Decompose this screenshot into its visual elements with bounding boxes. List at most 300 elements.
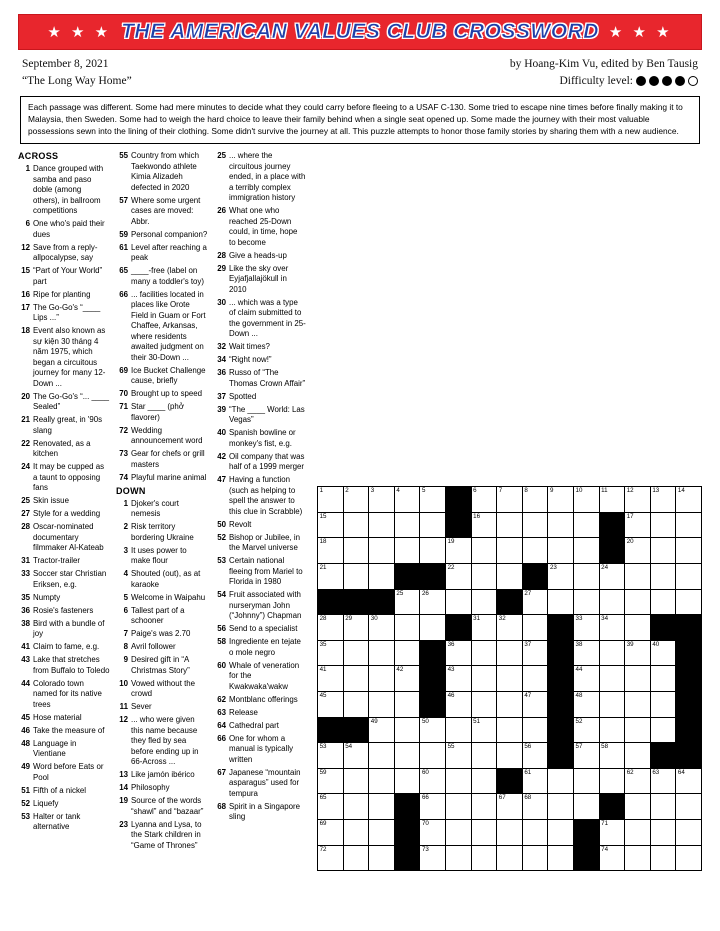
grid-cell[interactable] (318, 563, 344, 589)
grid-cell[interactable] (548, 845, 574, 871)
clue-down-6 (116, 606, 208, 627)
grid-cell[interactable] (599, 743, 625, 769)
across-heading: ACROSS (18, 151, 59, 162)
clue-number: 10 (119, 678, 128, 688)
grid-cell[interactable] (394, 615, 420, 641)
intro-note: Each passage was different. Some had mere minutes to decide what they could carry before fleeing to a USAF C-130. Some tried to escape nine times before finally making it to Malaysia, then Sweden. Some had to weigh the hard choice to leave their family behind when a single seat opened up. Some made the journey with their most valuable possessions sewn into the lining of their clothing. Some didn't survive the journey at all. This puzzle attempts to honor those family stories by sharing them with a new audience. (20, 96, 700, 144)
grid-cell[interactable] (497, 563, 523, 589)
grid-cell-number: 52 (575, 717, 583, 725)
clue-text: Sever (131, 702, 152, 712)
grid-cell-number: 32 (498, 615, 506, 623)
grid-cell[interactable] (625, 589, 651, 615)
grid-cell[interactable] (676, 563, 702, 589)
grid-cell[interactable] (574, 743, 600, 769)
grid-cell-block (394, 794, 420, 820)
clue-text: Shouted (out), as at karaoke (131, 569, 201, 589)
grid-cell[interactable] (599, 589, 625, 615)
grid-cell[interactable] (343, 512, 369, 538)
grid-cell[interactable] (497, 640, 523, 666)
grid-cell[interactable] (446, 538, 472, 564)
grid-cell[interactable] (318, 743, 344, 769)
grid-cell[interactable] (522, 691, 548, 717)
grid-cell[interactable] (318, 819, 344, 845)
grid-cell-block (446, 615, 472, 641)
grid-cell[interactable] (599, 640, 625, 666)
grid-cell[interactable] (548, 819, 574, 845)
grid-cell[interactable] (522, 743, 548, 769)
grid-cell[interactable] (369, 743, 395, 769)
grid-cell[interactable] (676, 589, 702, 615)
grid-cell[interactable] (343, 563, 369, 589)
grid-cell-number: 1 (319, 487, 324, 495)
grid-cell[interactable] (625, 819, 651, 845)
grid-cell[interactable] (446, 691, 472, 717)
grid-cell[interactable] (471, 538, 497, 564)
grid-cell-block (318, 717, 344, 743)
grid-cell[interactable] (522, 845, 548, 871)
crossword-grid-wrapper (317, 486, 702, 871)
grid-cell[interactable] (369, 615, 395, 641)
grid-cell[interactable] (369, 768, 395, 794)
grid-cell-block (394, 819, 420, 845)
grid-cell-number: 13 (652, 487, 660, 495)
clue-across-55 (116, 151, 208, 193)
grid-cell[interactable] (676, 768, 702, 794)
grid-cell[interactable] (574, 615, 600, 641)
grid-cell-block (318, 589, 344, 615)
grid-cell[interactable] (599, 717, 625, 743)
grid-cell[interactable] (599, 615, 625, 641)
grid-cell[interactable] (599, 487, 625, 513)
grid-cell[interactable] (318, 794, 344, 820)
grid-cell[interactable] (650, 768, 676, 794)
grid-cell[interactable] (522, 640, 548, 666)
grid-cell[interactable] (394, 512, 420, 538)
grid-cell[interactable] (471, 512, 497, 538)
grid-cell[interactable] (625, 615, 651, 641)
clue-number: 6 (123, 605, 128, 615)
grid-cell[interactable] (318, 768, 344, 794)
grid-cell-block (420, 563, 446, 589)
grid-cell[interactable] (369, 666, 395, 692)
grid-cell[interactable] (343, 845, 369, 871)
grid-cell[interactable] (343, 743, 369, 769)
grid-cell[interactable] (650, 563, 676, 589)
grid-cell[interactable] (650, 589, 676, 615)
clue-number: 40 (217, 428, 226, 438)
grid-row (318, 691, 702, 717)
grid-cell[interactable] (625, 563, 651, 589)
grid-cell[interactable] (522, 589, 548, 615)
grid-cell-block (676, 666, 702, 692)
clue-text: Bishop or Jubilee, in the Marvel universe (229, 532, 301, 553)
grid-cell[interactable] (522, 512, 548, 538)
grid-cell[interactable] (369, 717, 395, 743)
grid-cell[interactable] (343, 819, 369, 845)
clue-down-34 (214, 355, 306, 366)
puzzle-sheet (18, 14, 702, 914)
grid-cell[interactable] (369, 487, 395, 513)
grid-cell[interactable] (318, 691, 344, 717)
grid-cell-number: 2 (345, 487, 349, 495)
grid-cell[interactable] (471, 743, 497, 769)
grid-cell[interactable] (471, 691, 497, 717)
clue-text: Having a function (such as helping to spell the answer to this clue in Scrabble) (229, 475, 303, 516)
grid-cell-number: 25 (396, 589, 404, 597)
clue-across-24 (18, 462, 110, 494)
clue-across-27 (18, 509, 110, 520)
grid-cell[interactable] (497, 819, 523, 845)
grid-cell[interactable] (471, 666, 497, 692)
grid-cell[interactable] (650, 691, 676, 717)
grid-cell[interactable] (676, 819, 702, 845)
grid-cell[interactable] (446, 640, 472, 666)
clue-across-17 (18, 303, 110, 324)
grid-cell-number: 22 (447, 563, 455, 571)
clue-text: Certain national fleeing from Mariel to Florida in 1980 (229, 556, 303, 587)
clue-text: Risk territory bordering Ukraine (131, 522, 194, 542)
grid-cell[interactable] (522, 819, 548, 845)
grid-cell[interactable] (394, 717, 420, 743)
grid-cell[interactable] (522, 487, 548, 513)
clue-text: Fruit associated with nurseryman John (“Johnny”) Chapman (229, 590, 302, 621)
clue-text: Colorado town named for its native trees (33, 678, 102, 709)
clue-number: 68 (217, 801, 226, 811)
grid-cell[interactable] (599, 666, 625, 692)
grid-cell[interactable] (471, 563, 497, 589)
grid-cell-number: 69 (319, 819, 327, 827)
grid-cell[interactable] (522, 538, 548, 564)
grid-cell[interactable] (394, 640, 420, 666)
grid-cell[interactable] (318, 845, 344, 871)
grid-cell[interactable] (471, 589, 497, 615)
grid-cell[interactable] (446, 563, 472, 589)
grid-cell[interactable] (394, 768, 420, 794)
grid-cell[interactable] (522, 717, 548, 743)
grid-cell[interactable] (625, 640, 651, 666)
clue-text: Where some urgent cases are moved: Abbr. (131, 195, 201, 226)
grid-cell[interactable] (471, 845, 497, 871)
grid-cell[interactable] (676, 538, 702, 564)
grid-cell[interactable] (625, 768, 651, 794)
grid-cell[interactable] (574, 589, 600, 615)
clue-column-2 (116, 151, 214, 854)
grid-cell[interactable] (650, 512, 676, 538)
grid-cell[interactable] (369, 845, 395, 871)
grid-cell[interactable] (318, 487, 344, 513)
grid-cell[interactable] (446, 589, 472, 615)
clue-down-26 (214, 206, 306, 248)
clue-number: 8 (123, 642, 128, 652)
grid-cell[interactable] (394, 666, 420, 692)
grid-cell[interactable] (574, 487, 600, 513)
grid-cell[interactable] (522, 666, 548, 692)
grid-cell[interactable] (343, 538, 369, 564)
grid-cell[interactable] (394, 589, 420, 615)
grid-cell[interactable] (625, 691, 651, 717)
clue-across-43 (18, 655, 110, 676)
clue-down-67 (214, 768, 306, 800)
grid-cell[interactable] (394, 691, 420, 717)
grid-cell-number: 17 (626, 512, 634, 520)
grid-cell[interactable] (599, 845, 625, 871)
grid-cell[interactable] (369, 563, 395, 589)
grid-cell[interactable] (650, 640, 676, 666)
clue-number: 60 (217, 660, 226, 670)
grid-cell[interactable] (497, 666, 523, 692)
grid-cell[interactable] (650, 538, 676, 564)
grid-cell[interactable] (318, 615, 344, 641)
grid-cell[interactable] (522, 768, 548, 794)
grid-cell[interactable] (471, 487, 497, 513)
clue-text: Oscar-nominated documentary filmmaker Al-Kateab (33, 522, 104, 553)
grid-cell[interactable] (471, 717, 497, 743)
grid-cell-block (394, 563, 420, 589)
grid-cell[interactable] (420, 743, 446, 769)
grid-cell[interactable] (369, 819, 395, 845)
grid-cell[interactable] (625, 743, 651, 769)
clue-text: Halter or tank alternative (33, 811, 81, 832)
grid-cell[interactable] (497, 512, 523, 538)
grid-cell-block (548, 691, 574, 717)
grid-cell-number: 54 (345, 743, 353, 751)
grid-cell[interactable] (420, 717, 446, 743)
grid-cell[interactable] (343, 615, 369, 641)
grid-cell[interactable] (420, 819, 446, 845)
clue-across-28 (18, 522, 110, 554)
crossword-grid[interactable] (317, 486, 702, 871)
grid-cell-block (548, 717, 574, 743)
clue-across-36 (18, 606, 110, 617)
grid-cell[interactable] (548, 487, 574, 513)
grid-cell[interactable] (369, 640, 395, 666)
grid-cell[interactable] (522, 794, 548, 820)
grid-cell[interactable] (676, 512, 702, 538)
grid-cell-number: 59 (319, 768, 327, 776)
grid-cell[interactable] (471, 794, 497, 820)
grid-cell[interactable] (574, 512, 600, 538)
grid-cell[interactable] (394, 743, 420, 769)
grid-cell-block (420, 691, 446, 717)
clue-number: 74 (119, 472, 128, 482)
clue-number: 52 (21, 798, 30, 808)
clue-number: 50 (217, 519, 226, 529)
grid-cell[interactable] (625, 487, 651, 513)
grid-cell[interactable] (522, 615, 548, 641)
clue-text: Level after reaching a peak (131, 242, 207, 263)
grid-cell[interactable] (318, 666, 344, 692)
clue-number: 63 (217, 707, 226, 717)
grid-cell-number: 15 (319, 512, 327, 520)
grid-cell[interactable] (318, 538, 344, 564)
grid-cell-block (676, 640, 702, 666)
grid-cell[interactable] (420, 845, 446, 871)
clue-number: 57 (119, 195, 128, 205)
grid-cell[interactable] (420, 615, 446, 641)
grid-cell[interactable] (497, 615, 523, 641)
grid-cell[interactable] (548, 563, 574, 589)
grid-cell[interactable] (471, 615, 497, 641)
grid-cell[interactable] (625, 512, 651, 538)
grid-cell[interactable] (574, 717, 600, 743)
grid-cell[interactable] (676, 794, 702, 820)
grid-cell[interactable] (548, 794, 574, 820)
grid-row (318, 640, 702, 666)
grid-cell[interactable] (369, 691, 395, 717)
clue-down-63 (214, 708, 306, 719)
grid-cell[interactable] (650, 794, 676, 820)
grid-cell[interactable] (599, 819, 625, 845)
clue-number: 31 (21, 556, 30, 566)
grid-cell[interactable] (420, 538, 446, 564)
grid-cell-number: 18 (319, 538, 327, 546)
grid-row (318, 666, 702, 692)
clue-text: Country from which Taekwondo athlete Kimia Alizadeh defected in 2020 (131, 151, 199, 192)
grid-cell[interactable] (420, 487, 446, 513)
grid-cell[interactable] (497, 743, 523, 769)
grid-cell[interactable] (650, 819, 676, 845)
grid-cell-block (497, 589, 523, 615)
grid-cell[interactable] (343, 768, 369, 794)
grid-cell[interactable] (574, 768, 600, 794)
grid-cell[interactable] (548, 589, 574, 615)
grid-cell[interactable] (446, 845, 472, 871)
grid-cell[interactable] (574, 691, 600, 717)
clue-number: 71 (119, 402, 128, 412)
grid-cell[interactable] (369, 538, 395, 564)
grid-cell[interactable] (548, 768, 574, 794)
grid-cell[interactable] (625, 666, 651, 692)
grid-cell[interactable] (574, 794, 600, 820)
clue-across-65 (116, 266, 208, 287)
clue-across-20 (18, 392, 110, 413)
grid-cell[interactable] (574, 563, 600, 589)
grid-cell-number: 48 (575, 691, 583, 699)
grid-cell[interactable] (471, 819, 497, 845)
grid-cell[interactable] (625, 794, 651, 820)
clue-down-60 (214, 661, 306, 693)
grid-cell[interactable] (446, 819, 472, 845)
grid-cell-number: 11 (601, 487, 608, 495)
grid-cell-number: 39 (626, 640, 634, 648)
clue-text: Spanish bowline or monkey's fist, e.g. (229, 428, 296, 448)
grid-cell[interactable] (343, 487, 369, 513)
grid-cell[interactable] (574, 538, 600, 564)
grid-cell-number: 63 (652, 768, 660, 776)
grid-cell[interactable] (650, 717, 676, 743)
grid-cell[interactable] (625, 845, 651, 871)
grid-cell[interactable] (497, 538, 523, 564)
grid-cell[interactable] (574, 640, 600, 666)
grid-cell-number: 45 (319, 691, 327, 699)
grid-cell[interactable] (343, 794, 369, 820)
grid-cell[interactable] (471, 768, 497, 794)
grid-cell[interactable] (343, 666, 369, 692)
grid-cell[interactable] (369, 794, 395, 820)
grid-cell-number: 68 (524, 794, 532, 802)
grid-cell-number: 26 (421, 589, 429, 597)
publication-date: September 8, 2021 (22, 58, 109, 70)
grid-cell[interactable] (343, 640, 369, 666)
clue-text: The Go-Go's “____ Lips ...” (33, 302, 101, 323)
grid-cell[interactable] (676, 845, 702, 871)
clue-number: 5 (123, 592, 128, 602)
clue-across-48 (18, 739, 110, 760)
grid-cell[interactable] (599, 768, 625, 794)
grid-cell[interactable] (676, 487, 702, 513)
clue-down-23 (116, 820, 208, 852)
grid-cell[interactable] (343, 691, 369, 717)
grid-cell[interactable] (650, 845, 676, 871)
grid-cell[interactable] (394, 487, 420, 513)
grid-cell[interactable] (497, 717, 523, 743)
grid-cell[interactable] (446, 768, 472, 794)
clue-text: Brought up to speed (131, 389, 203, 399)
clue-down-62 (214, 695, 306, 706)
clue-text: Rosie's fasteners (33, 605, 94, 615)
clue-down-56 (214, 624, 306, 635)
grid-cell[interactable] (497, 794, 523, 820)
grid-cell[interactable] (497, 487, 523, 513)
clue-text: Tallest part of a schooner (131, 605, 185, 626)
grid-cell[interactable] (394, 538, 420, 564)
clue-number: 23 (119, 819, 128, 829)
clue-across-70 (116, 389, 208, 400)
grid-cell[interactable] (420, 589, 446, 615)
grid-cell[interactable] (446, 794, 472, 820)
clue-number: 16 (21, 289, 30, 299)
grid-cell[interactable] (548, 512, 574, 538)
grid-cell-block (676, 615, 702, 641)
clue-across-22 (18, 439, 110, 460)
clue-down-66 (214, 734, 306, 766)
grid-cell[interactable] (446, 666, 472, 692)
grid-cell[interactable] (497, 845, 523, 871)
grid-cell-block (599, 538, 625, 564)
clue-down-8 (116, 642, 208, 653)
grid-cell[interactable] (446, 717, 472, 743)
grid-cell[interactable] (625, 717, 651, 743)
grid-cell[interactable] (548, 538, 574, 564)
grid-cell[interactable] (574, 666, 600, 692)
grid-cell[interactable] (318, 512, 344, 538)
grid-cell[interactable] (471, 640, 497, 666)
grid-cell[interactable] (497, 691, 523, 717)
clue-number: 1 (25, 164, 30, 174)
grid-cell-number: 20 (626, 538, 634, 546)
clue-number: 17 (21, 302, 30, 312)
clue-text: Russo of “The Thomas Crown Affair” (229, 368, 306, 388)
clue-across-25 (18, 496, 110, 507)
grid-cell[interactable] (446, 743, 472, 769)
grid-cell[interactable] (650, 666, 676, 692)
clue-number: 26 (217, 206, 226, 216)
grid-cell-number: 3 (370, 487, 375, 495)
clue-text: Event also known as sự kiện 30 tháng 4 năm 1975, which began a circuitous journey for many 12-Down ... (33, 326, 106, 388)
grid-cell-block (650, 743, 676, 769)
clue-text: Like the sky over Eyjafjallajökull in 2010 (229, 263, 289, 294)
grid-cell[interactable] (420, 794, 446, 820)
grid-cell[interactable] (369, 512, 395, 538)
grid-cell[interactable] (599, 563, 625, 589)
grid-cell[interactable] (625, 538, 651, 564)
grid-cell-number: 49 (370, 717, 378, 725)
grid-cell[interactable] (599, 691, 625, 717)
grid-cell[interactable] (420, 768, 446, 794)
grid-cell[interactable] (650, 487, 676, 513)
grid-cell[interactable] (420, 512, 446, 538)
grid-cell[interactable] (318, 640, 344, 666)
